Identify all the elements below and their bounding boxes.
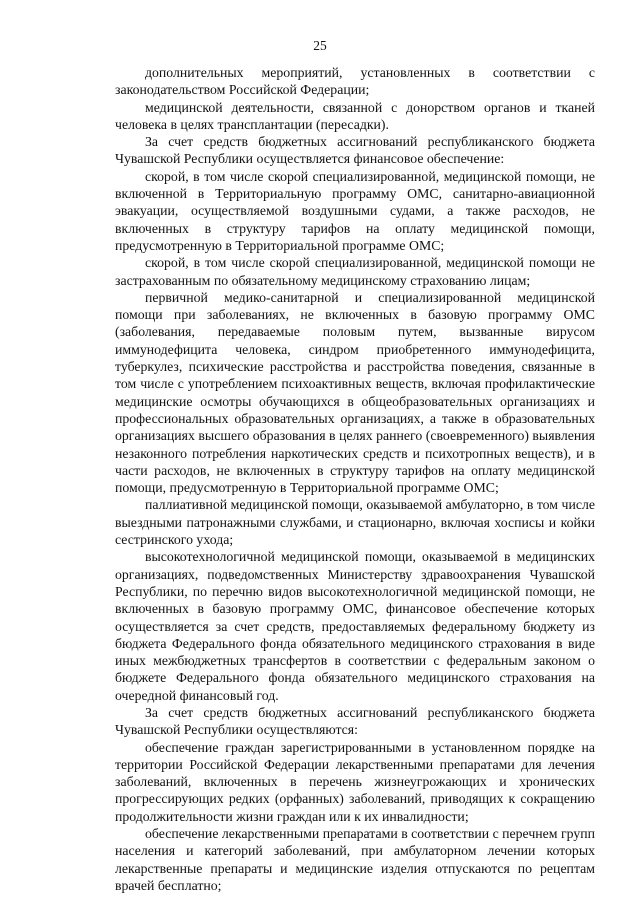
paragraph: За счет средств бюджетных ассигнований республиканского бюджета Чувашской Республики осуществляются: — [115, 704, 595, 738]
paragraph: дополнительных мероприятий, установленных в соответствии с законодательством Российской Федерации; — [115, 65, 595, 98]
paragraph: За счет средств бюджетных ассигнований республиканского бюджета Чувашской Республики осуществляется финансовое обеспечение: — [115, 134, 595, 167]
paragraph: скорой, в том числе скорой специализированной, медицинской помощи, не включенной в Территориальную программу ОМС, санитарно-авиационной эвакуации, осуществляемой воздушными судами, а также расходов, не включенных в структуру тарифов на оплату медицинской помощи, предусмотренную в Территориальной программе ОМС; — [115, 168, 595, 253]
paragraph: первичной медико-санитарной и специализированной медицинской помощи при заболеваниях, не включенных в базовую программу ОМС (заболевания, передаваемые половым путем, вызванные вирусом иммунодефицита человека, синдром приобретенного иммунодефицита, туберкулез, психические расстройства и расстройства поведения, связанные в том числе с употреблением психоактивных веществ, включая профилактические медицинские осмотры обучающихся в общеобразовательных организациях и профессиональных образовательных организациях, а также в образовательных организациях высшего образования в целях раннего (своевременного) выявления незаконного потребления наркотических средств и психотропных веществ), и в части расходов, не включенных в структуру тарифов на оплату медицинской помощи, предусмотренную в Территориальной программе ОМС; — [115, 289, 595, 496]
paragraph: обеспечение лекарственными препаратами в соответствии с перечнем групп населения и категорий заболеваний, при амбулаторном лечении которых лекарственные препараты и медицинские изделия отпускаются по рецептам врачей бесплатно; — [115, 826, 595, 893]
paragraph: высокотехнологичной медицинской помощи, оказываемой в медицинских организациях, подведомственных Министерству здравоохранения Чувашской Республики, по перечню видов высокотехнологичной медицинской помощи, не включенных в базовую программу ОМС, финансовое обеспечение которых осуществляется за счет средств, предоставляемых федеральному бюджету из бюджета Федерального фонда обязательного медицинского страхования в виде иных межбюджетных трансфертов в соответствии с федеральным законом о бюджете Федерального фонда обязательного медицинского страхования на очередной финансовый год. — [115, 549, 595, 703]
paragraph: паллиативной медицинской помощи, оказываемой амбулаторно, в том числе выездными патронажными службами, и стационарно, включая хосписы и койки сестринского ухода; — [115, 497, 595, 548]
paragraph: медицинской деятельности, связанной с донорством органов и тканей человека в целях трансплантации (пересадки). — [115, 99, 595, 132]
page-number: 25 — [313, 38, 327, 53]
paragraph: скорой, в том числе скорой специализированной, медицинской помощи не застрахованным по обязательному медицинскому страхованию лицам; — [115, 255, 595, 288]
document-body — [115, 64, 595, 894]
paragraph: обеспечение граждан зарегистрированными в установленном порядке на территории Российской Федерации лекарственными препаратами для лечения заболеваний, включенных в перечень жизнеугрожающих и хронических прогрессирующих редких (орфанных) заболеваний, приводящих к сокращению продолжительности жизни граждан или к их инвалидности; — [115, 739, 595, 824]
